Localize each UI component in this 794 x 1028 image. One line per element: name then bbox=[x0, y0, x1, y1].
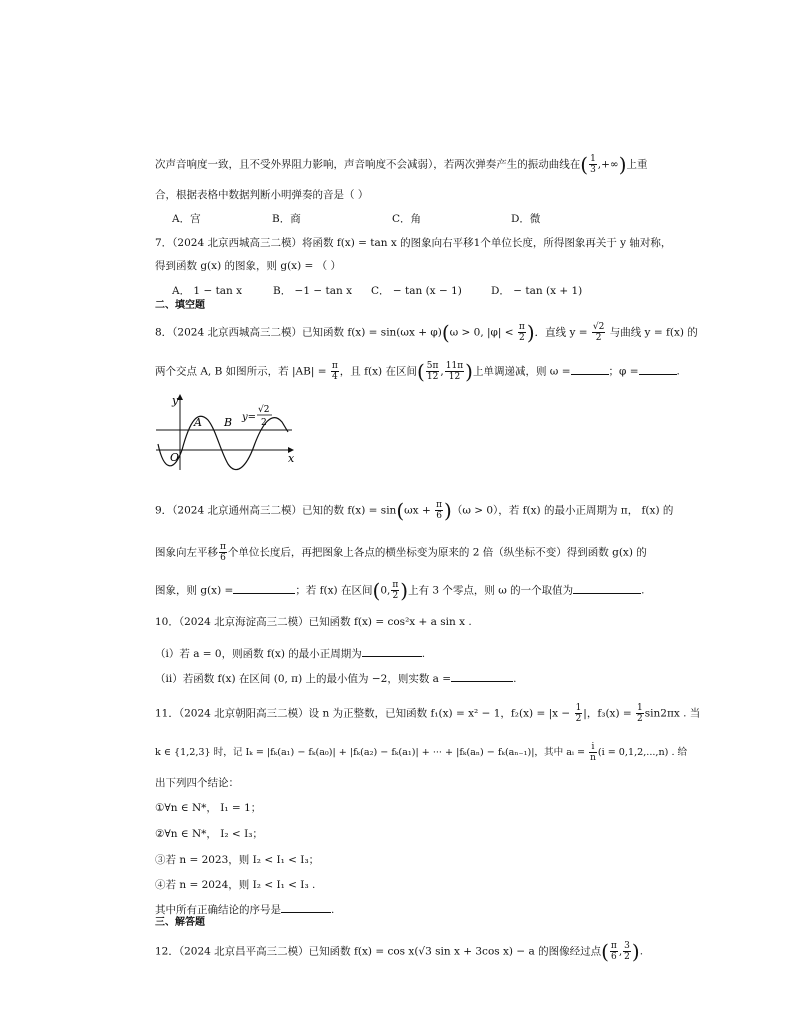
q11-line3: 出下列四个结论： bbox=[155, 777, 239, 789]
q8-line1 bbox=[155, 322, 698, 343]
frac-den: 6 bbox=[220, 553, 226, 563]
q7-option-c[interactable]: C． − tan (x − 1) bbox=[371, 285, 462, 297]
paren-open: ( bbox=[372, 578, 381, 603]
frac-num: √2 bbox=[592, 322, 605, 332]
frac-num: 1 bbox=[575, 703, 582, 713]
frac-den: 2 bbox=[575, 714, 582, 724]
q8-int-a bbox=[426, 361, 440, 382]
q9-l3-pre: 图象，则 g(x) = bbox=[155, 584, 234, 597]
paren-close: ) bbox=[400, 578, 409, 603]
frac-num: π bbox=[220, 542, 226, 552]
q8-l2-post2: ；φ = bbox=[608, 365, 639, 378]
q10-line3 bbox=[155, 670, 516, 687]
q8-int-b bbox=[445, 361, 464, 382]
q10-l2-text: （i）若 a = 0，则函数 f(x) 的最小正周期为 bbox=[155, 648, 362, 660]
frac-den: 2 bbox=[624, 952, 630, 962]
frac-num: 1 bbox=[637, 703, 643, 713]
q6-frac-num: 1 bbox=[590, 154, 596, 164]
q9-g-blank[interactable] bbox=[233, 582, 295, 594]
frac-num: π bbox=[610, 941, 617, 951]
q12-p-frac bbox=[610, 941, 618, 962]
q8-phi-blank[interactable] bbox=[639, 363, 677, 375]
q6-option-c[interactable]: C．角 bbox=[392, 213, 422, 225]
q8-y-frac bbox=[592, 322, 605, 343]
q6-line1 bbox=[155, 154, 648, 175]
abs-close: | bbox=[583, 707, 587, 720]
q8-text-pre: 8．（2024 北京西城高三二模）已知函数 f(x) = sin(ωx + φ) bbox=[155, 326, 442, 339]
q11-abs-frac bbox=[575, 703, 583, 724]
q11-abs-pre: x − bbox=[552, 707, 574, 720]
q9-l2-pre: 图象向左平移 bbox=[155, 546, 218, 559]
q6-text: 次声音响度一致，且不受外界阻力影响，声音响度不会减弱），若两次弹奏产生的振动曲线在 bbox=[155, 158, 581, 171]
graph-origin-label: O bbox=[170, 451, 180, 464]
q11-item-1: ①∀n ∈ N*， I₁ = 1； bbox=[155, 802, 262, 814]
paren-close: ) bbox=[618, 152, 627, 177]
paren-open: ( bbox=[601, 939, 609, 964]
q8-sine-graph bbox=[150, 392, 300, 472]
section-answer-heading: 三、解答题 bbox=[155, 917, 205, 928]
q10-l2-end: . bbox=[421, 648, 426, 660]
q11-line1 bbox=[155, 703, 700, 724]
q10-l3-text: （ii）若函数 f(x) 在区间 (0, π) 上的最小值为 −2，则实数 a = bbox=[155, 673, 452, 685]
q10-l3-end: . bbox=[513, 673, 517, 685]
paren-close: ) bbox=[465, 359, 473, 384]
q6-fraction bbox=[589, 154, 597, 175]
abs-open: | bbox=[548, 707, 553, 720]
q8-l2-pre: 两个交点 A, B 如图所示，若 |AB| = bbox=[155, 365, 330, 378]
q11-item-3: ③若 n = 2023，则 I₂ < I₁ < I₃； bbox=[155, 854, 320, 866]
q9-omega-blank[interactable] bbox=[573, 582, 641, 594]
frac-den: 2 bbox=[392, 591, 399, 601]
q9-line2 bbox=[155, 542, 647, 563]
graph-line-den: 2 bbox=[261, 418, 267, 428]
q8-l2-end: . bbox=[676, 365, 680, 378]
q11-ai-frac bbox=[589, 742, 597, 763]
graph-y-label: y bbox=[172, 394, 179, 407]
q8-text-post: 与曲线 y = f(x) 的 bbox=[606, 326, 698, 339]
q6-line2: 合，根据表格中数据判断小明弹奏的音是（ ） bbox=[155, 189, 369, 201]
paren-open: ( bbox=[580, 152, 589, 177]
q7-option-b[interactable]: B． −1 − tan x bbox=[273, 285, 353, 297]
q10-line1: 10．（2024 北京海淀高三二模）已知函数 f(x) = cos²x + a sin x . bbox=[155, 616, 472, 628]
graph-line-label: y= bbox=[242, 412, 257, 423]
q6-interval-right: ,+∞ bbox=[597, 158, 619, 171]
q9-line1 bbox=[155, 500, 673, 521]
frac-num: π bbox=[392, 580, 399, 590]
q6-option-b[interactable]: B．商 bbox=[272, 213, 301, 225]
frac-den: 4 bbox=[331, 372, 338, 382]
q11-l2-post: (i = 0,1,2,...,n) . 给 bbox=[597, 747, 688, 758]
frac-den: n bbox=[590, 753, 596, 763]
q10-period-blank[interactable] bbox=[362, 645, 422, 657]
q10-line2 bbox=[155, 645, 425, 662]
q12-p2-frac bbox=[623, 941, 631, 962]
q11-tail-end: . bbox=[331, 904, 335, 916]
q8-ab-frac bbox=[331, 361, 339, 382]
frac-num: i bbox=[589, 742, 597, 753]
paren-close: ) bbox=[444, 498, 452, 523]
graph-point-b: B bbox=[224, 416, 233, 429]
q11-l2-pre: k ∈ {1,2,3} 时，记 Iₖ = |fₖ(a₁) − fₖ(a₀)| + |fₖ(a₂) − fₖ(a₁)| + ··· + |fₖ(aₙ) − fₖ(aₙ₋₁)|，其中 aᵢ = bbox=[155, 747, 589, 758]
paren-open: ( bbox=[396, 498, 405, 523]
graph-line-num: √2 bbox=[258, 405, 270, 415]
frac-num: 11π bbox=[445, 361, 464, 371]
q10-a-blank[interactable] bbox=[451, 670, 513, 682]
q8-omega-blank[interactable] bbox=[571, 363, 609, 375]
q9-l2-post: 个单位长度后，再把图象上各点的横坐标变为原来的 2 倍（纵坐标不变）得到函数 g(x) 的 bbox=[227, 546, 647, 559]
q9-l3-post: 上有 3 个零点，则 ω 的一个取值为 bbox=[408, 584, 574, 597]
paren-open: ( bbox=[416, 359, 425, 384]
graph-x-label: x bbox=[288, 452, 295, 465]
paren-open: ( bbox=[441, 320, 450, 345]
q8-l2-post1: 上单调递减，则 ω = bbox=[472, 365, 571, 378]
q6-text-post: 上重 bbox=[626, 158, 648, 171]
frac-den: 6 bbox=[436, 511, 442, 521]
frac-den: 2 bbox=[519, 333, 525, 343]
frac-num: π bbox=[331, 361, 338, 371]
q7-line2: 得到函数 g(x) 的图象，则 g(x) = （ ） bbox=[155, 260, 341, 272]
q8-text-mid: ．直线 y = bbox=[534, 326, 591, 339]
q9-arg-frac bbox=[435, 500, 443, 521]
q9-line3 bbox=[155, 580, 645, 601]
q6-option-a[interactable]: A．宫 bbox=[172, 213, 201, 225]
frac-den: 2 bbox=[595, 333, 602, 343]
q9-l3-mid: ；若 f(x) 在区间 bbox=[295, 584, 373, 597]
q11-item-4: ④若 n = 2024，则 I₂ < I₁ < I₃ . bbox=[155, 879, 316, 891]
q11-f3-pre: ，f₃(x) = bbox=[586, 707, 636, 720]
q8-line2: 两个交点 A, B 如图所示，若 |AB| = $\frac{\pi}{4}$ ，且 f(x) 在区间( $\frac{5\pi}{12}$ , $\frac{11\pi}{12}$ )上单调递减，则 ω = ；φ = . bbox=[155, 359, 680, 384]
q8-cond-frac bbox=[518, 322, 526, 343]
frac-den: 12 bbox=[426, 372, 439, 382]
graph-point-a: A bbox=[194, 416, 202, 429]
q9-l1-post: （ω > 0），若 f(x) 的最小正周期为 π， f(x) 的 bbox=[451, 504, 674, 517]
q12-sep: , bbox=[618, 945, 623, 958]
q9-l1-pre: 9．（2024 北京通州高三二模）已知的数 f(x) = sin bbox=[155, 504, 397, 517]
q11-f3-frac bbox=[636, 703, 644, 724]
q6-frac-den: 3 bbox=[590, 165, 596, 175]
q11-l1-pre: 11．（2024 北京朝阳高三二模）设 n 为正整数，已知函数 f₁(x) = x² − 1，f₂(x) = bbox=[155, 707, 549, 720]
q9-l3-end: . bbox=[641, 584, 645, 597]
q12-text: 12．（2024 北京昌平高三二模）已知函数 f(x) = cos x(√3 sin x + 3cos x) − a 的图像经过点 bbox=[155, 945, 602, 958]
q12-end: . bbox=[639, 945, 644, 958]
frac-num: π bbox=[518, 322, 525, 332]
paren-close: ) bbox=[526, 320, 535, 345]
frac-num: π bbox=[436, 500, 443, 510]
frac-num: 3 bbox=[624, 941, 630, 951]
q7-option-a[interactable]: A． 1 − tan x bbox=[172, 285, 243, 297]
frac-den: 12 bbox=[448, 372, 461, 382]
q11-tail-text: 其中所有正确结论的序号是 bbox=[155, 904, 281, 916]
q9-int-left: 0, bbox=[380, 584, 391, 597]
q11-line2 bbox=[155, 742, 687, 763]
q11-answer-blank[interactable] bbox=[281, 901, 331, 913]
paren-close: ) bbox=[631, 939, 640, 964]
q9-arg: ωx + bbox=[404, 504, 435, 517]
frac-den: 2 bbox=[637, 714, 643, 724]
frac-num: 5π bbox=[426, 361, 439, 371]
q6-option-d[interactable]: D．微 bbox=[511, 213, 541, 225]
q9-shift-frac bbox=[219, 542, 227, 563]
q7-line1: 7．（2024 北京西城高三二模）将函数 f(x) = tan x 的图象向右平移1个单位长度，所得图象再关于 y 轴对称， bbox=[155, 237, 672, 249]
q9-int-frac bbox=[391, 580, 399, 601]
q8-cond: ω > 0, |φ| < bbox=[449, 326, 517, 339]
q11-item-2: ②∀n ∈ N*， I₂ < I₃； bbox=[155, 828, 263, 840]
frac-den: 6 bbox=[610, 952, 617, 962]
q8-l2-mid: ，且 f(x) 在区间 bbox=[339, 365, 417, 378]
q7-option-d[interactable]: D． − tan (x + 1) bbox=[491, 285, 583, 297]
section-fill-in-heading: 二、填空题 bbox=[155, 300, 205, 311]
q12-line bbox=[155, 941, 643, 962]
q11-l1-post: sin2πx . 当 bbox=[644, 707, 701, 720]
